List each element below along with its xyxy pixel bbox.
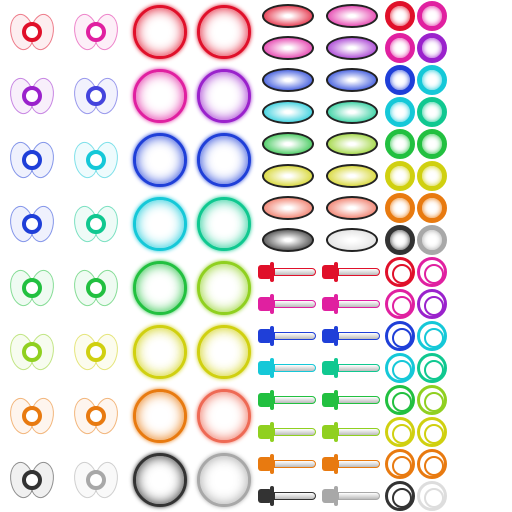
oval-sprite [262,164,314,188]
sword-sprite [258,390,318,410]
ring-sprite [385,33,415,63]
sword-blade [338,268,380,276]
ring-core [86,342,106,362]
oval-sprite [326,100,378,124]
ring-sprite [385,65,415,95]
oval-sprite [262,132,314,156]
ring-core [22,22,42,42]
ring-sprite [385,225,415,255]
concentric-ring-sprite [417,321,447,351]
sword-blade [338,300,380,308]
ring-sprite [417,225,447,255]
ring-sprite [417,33,447,63]
big-circle-sprite [197,453,251,507]
sword-blade [274,332,316,340]
sword-blade [338,396,380,404]
concentric-ring-sprite [417,481,447,511]
butterfly-sprite [8,328,56,376]
sword-sprite [322,262,382,282]
ring-core [22,214,42,234]
ring-core [86,86,106,106]
butterfly-sprite [8,264,56,312]
ring-core [22,150,42,170]
sword-blade [338,364,380,372]
concentric-ring-sprite [385,353,415,383]
ring-sprite [417,129,447,159]
oval-sprite [326,228,378,252]
sword-sprite [258,454,318,474]
oval-sprite [326,164,378,188]
ring-sprite [417,1,447,31]
sword-sprite [322,486,382,506]
big-circle-sprite [197,5,251,59]
big-circle-sprite [133,325,187,379]
ring-sprite [385,129,415,159]
ring-core [86,406,106,426]
sword-blade [274,396,316,404]
oval-sprite [326,4,378,28]
oval-sprite [262,100,314,124]
ring-sprite [385,161,415,191]
butterfly-sprite [8,8,56,56]
oval-sprite [326,132,378,156]
butterfly-sprite [72,392,120,440]
concentric-ring-sprite [385,417,415,447]
sword-blade [274,460,316,468]
oval-sprite [326,68,378,92]
oval-sprite [262,196,314,220]
big-circle-sprite [133,133,187,187]
sword-sprite [322,422,382,442]
concentric-ring-sprite [385,257,415,287]
butterfly-sprite [8,136,56,184]
ring-core [22,278,42,298]
oval-sprite [262,36,314,60]
big-circle-sprite [197,197,251,251]
concentric-ring-sprite [385,321,415,351]
ring-core [22,342,42,362]
ring-sprite [385,1,415,31]
sword-blade [338,428,380,436]
sword-sprite [258,486,318,506]
concentric-ring-sprite [417,417,447,447]
ring-core [22,406,42,426]
big-circle-sprite [197,69,251,123]
concentric-ring-sprite [385,481,415,511]
sword-sprite [258,422,318,442]
concentric-ring-sprite [385,385,415,415]
sword-sprite [258,326,318,346]
concentric-ring-sprite [417,353,447,383]
sword-blade [274,300,316,308]
big-circle-sprite [197,325,251,379]
big-circle-sprite [197,133,251,187]
oval-sprite [326,36,378,60]
sword-sprite [322,358,382,378]
butterfly-sprite [8,72,56,120]
ring-sprite [417,97,447,127]
sword-sprite [322,454,382,474]
oval-sprite [326,196,378,220]
butterfly-sprite [72,456,120,504]
butterfly-sprite [8,392,56,440]
sword-blade [338,332,380,340]
oval-sprite [262,228,314,252]
concentric-ring-sprite [417,449,447,479]
ring-sprite [385,193,415,223]
sword-sprite [258,294,318,314]
concentric-ring-sprite [417,385,447,415]
butterfly-sprite [72,8,120,56]
big-circle-sprite [197,389,251,443]
sword-blade [338,460,380,468]
ring-sprite [417,193,447,223]
butterfly-sprite [72,264,120,312]
concentric-ring-sprite [385,449,415,479]
ring-core [22,86,42,106]
sword-sprite [258,262,318,282]
ring-core [86,214,106,234]
sword-blade [274,364,316,372]
ring-core [86,278,106,298]
butterfly-sprite [72,328,120,376]
big-circle-sprite [133,389,187,443]
concentric-ring-sprite [417,257,447,287]
sword-sprite [322,326,382,346]
sword-blade [338,492,380,500]
big-circle-sprite [133,197,187,251]
ring-core [22,470,42,490]
ring-sprite [417,161,447,191]
big-circle-sprite [133,453,187,507]
sword-sprite [258,358,318,378]
butterfly-sprite [72,72,120,120]
sword-blade [274,492,316,500]
oval-sprite [262,4,314,28]
sword-blade [274,428,316,436]
sword-sprite [322,390,382,410]
big-circle-sprite [133,69,187,123]
ring-core [86,470,106,490]
big-circle-sprite [133,261,187,315]
concentric-ring-sprite [385,289,415,319]
butterfly-sprite [8,456,56,504]
sword-blade [274,268,316,276]
ring-core [86,150,106,170]
ring-sprite [417,65,447,95]
butterfly-sprite [72,136,120,184]
big-circle-sprite [197,261,251,315]
ring-sprite [385,97,415,127]
big-circle-sprite [133,5,187,59]
sword-sprite [322,294,382,314]
butterfly-sprite [8,200,56,248]
ring-core [86,22,106,42]
oval-sprite [262,68,314,92]
concentric-ring-sprite [417,289,447,319]
butterfly-sprite [72,200,120,248]
